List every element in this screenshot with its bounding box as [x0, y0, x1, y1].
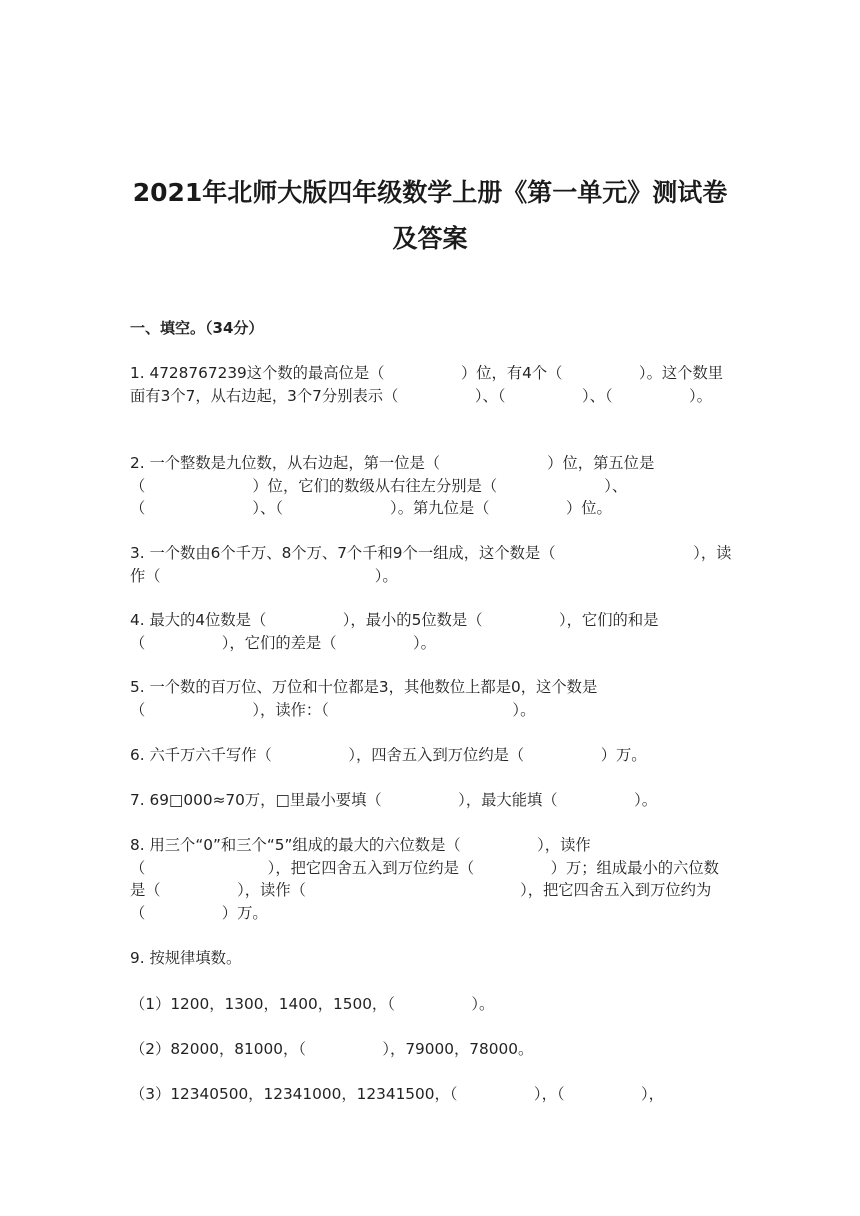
document-title [100, 170, 760, 262]
question-1: 1. 4728767239这个数的最高位是（ ）位，有4个（ ）。这个数里面有3个7，从右边起，3个7分别表示（ ）、（ ）、（ ）。 [130, 364, 724, 405]
question-9-part-2: （2）82000，81000，（ ），79000，78000。 [130, 1040, 534, 1058]
question-2: 2. 一个整数是九位数，从右边起，第一位是（ ）位，第五位是（ ）位，它们的数级从右往左分别是（ ）、（ ）、（ ）。第九位是（ ）位。 [130, 454, 655, 518]
title-line-2: 及答案 [392, 224, 468, 253]
question-8: 8. 用三个“0”和三个“5”组成的最大的六位数是（ ），读作（ ），把它四舍五入到万位约是（ ）万；组成最小的六位数是（ ），读作（ ），把它四舍五入到万位约为（ ）万。 [130, 836, 719, 923]
question-7: 7. 69□000≈70万，□里最小要填（ ），最大能填（ ）。 [130, 791, 658, 809]
question-4: 4. 最大的4位数是（ ），最小的5位数是（ ），它们的和是（ ），它们的差是（ ）。 [130, 611, 659, 652]
title-line-1: 2021年北师大版四年级数学上册《第一单元》测试卷 [132, 178, 728, 207]
question-6: 6. 六千万六千写作（ ），四舍五入到万位约是（ ）万。 [130, 746, 647, 764]
question-9: 9. 按规律填数。 [130, 949, 242, 967]
question-5: 5. 一个数的百万位、万位和十位都是3，其他数位上都是0，这个数是（ ），读作：（ ）。 [130, 678, 598, 719]
question-9-part-1: （1）1200，1300，1400，1500，（ ）。 [130, 995, 495, 1013]
question-9-part-3: （3）12340500，12341000，12341500，（ ），（ ）， [130, 1085, 664, 1103]
section-heading: 一、填空。（34分） [130, 319, 264, 337]
question-3: 3. 一个数由6个千万、8个万、7个千和9个一组成，这个数是（ ），读作（ ）。 [130, 544, 732, 585]
